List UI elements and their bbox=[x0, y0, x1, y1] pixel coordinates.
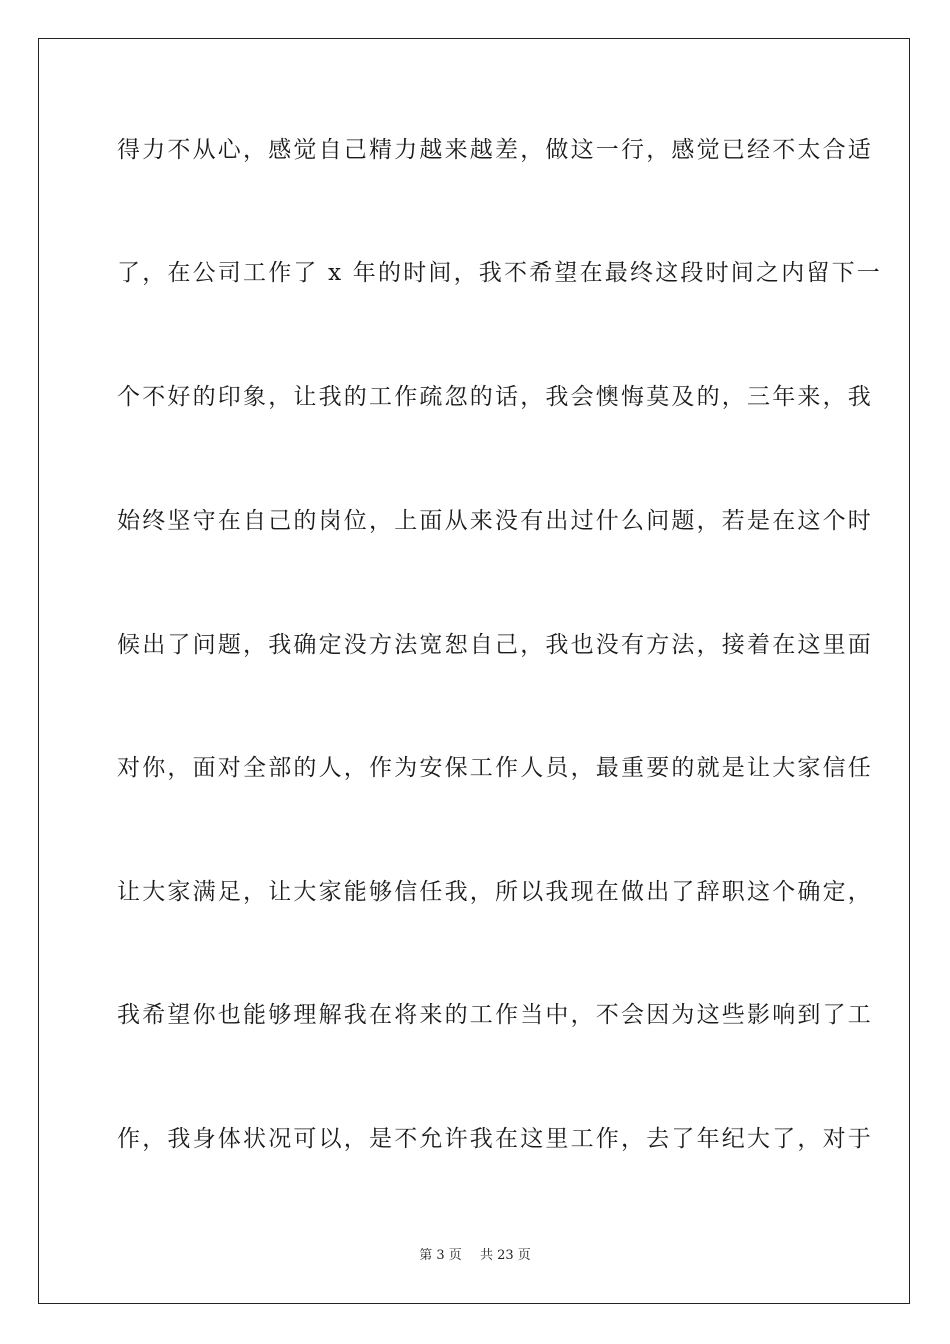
body-text-line: 个不好的印象，让我的工作疏忽的话，我会懊悔莫及的，三年来，我 bbox=[117, 384, 873, 410]
page-number: 第 3 页 bbox=[419, 1248, 462, 1263]
body-text-line: 得力不从心，感觉自己精力越来越差，做这一行，感觉已经不太合适 bbox=[117, 137, 873, 163]
body-text-line: 我希望你也能够理解我在将来的工作当中，不会因为这些影响到了工 bbox=[117, 1002, 873, 1028]
page-border bbox=[38, 38, 910, 1304]
page-footer bbox=[0, 1247, 950, 1265]
body-text-line: 始终坚守在自己的岗位，上面从来没有出过什么问题，若是在这个时 bbox=[117, 508, 873, 534]
body-text-line: 对你，面对全部的人，作为安保工作人员，最重要的就是让大家信任 bbox=[117, 755, 873, 781]
page-total: 共 23 页 bbox=[479, 1248, 531, 1263]
body-text-line: 候出了问题，我确定没方法宽恕自己，我也没有方法，接着在这里面 bbox=[117, 632, 873, 658]
body-text-line: 作，我身体状况可以，是不允许我在这里工作，去了年纪大了，对于 bbox=[117, 1126, 873, 1152]
body-text-line: 了，在公司工作了 x 年的时间，我不希望在最终这段时间之内留下一 bbox=[117, 260, 882, 286]
body-text-line: 让大家满足，让大家能够信任我，所以我现在做出了辞职这个确定， bbox=[117, 879, 873, 905]
